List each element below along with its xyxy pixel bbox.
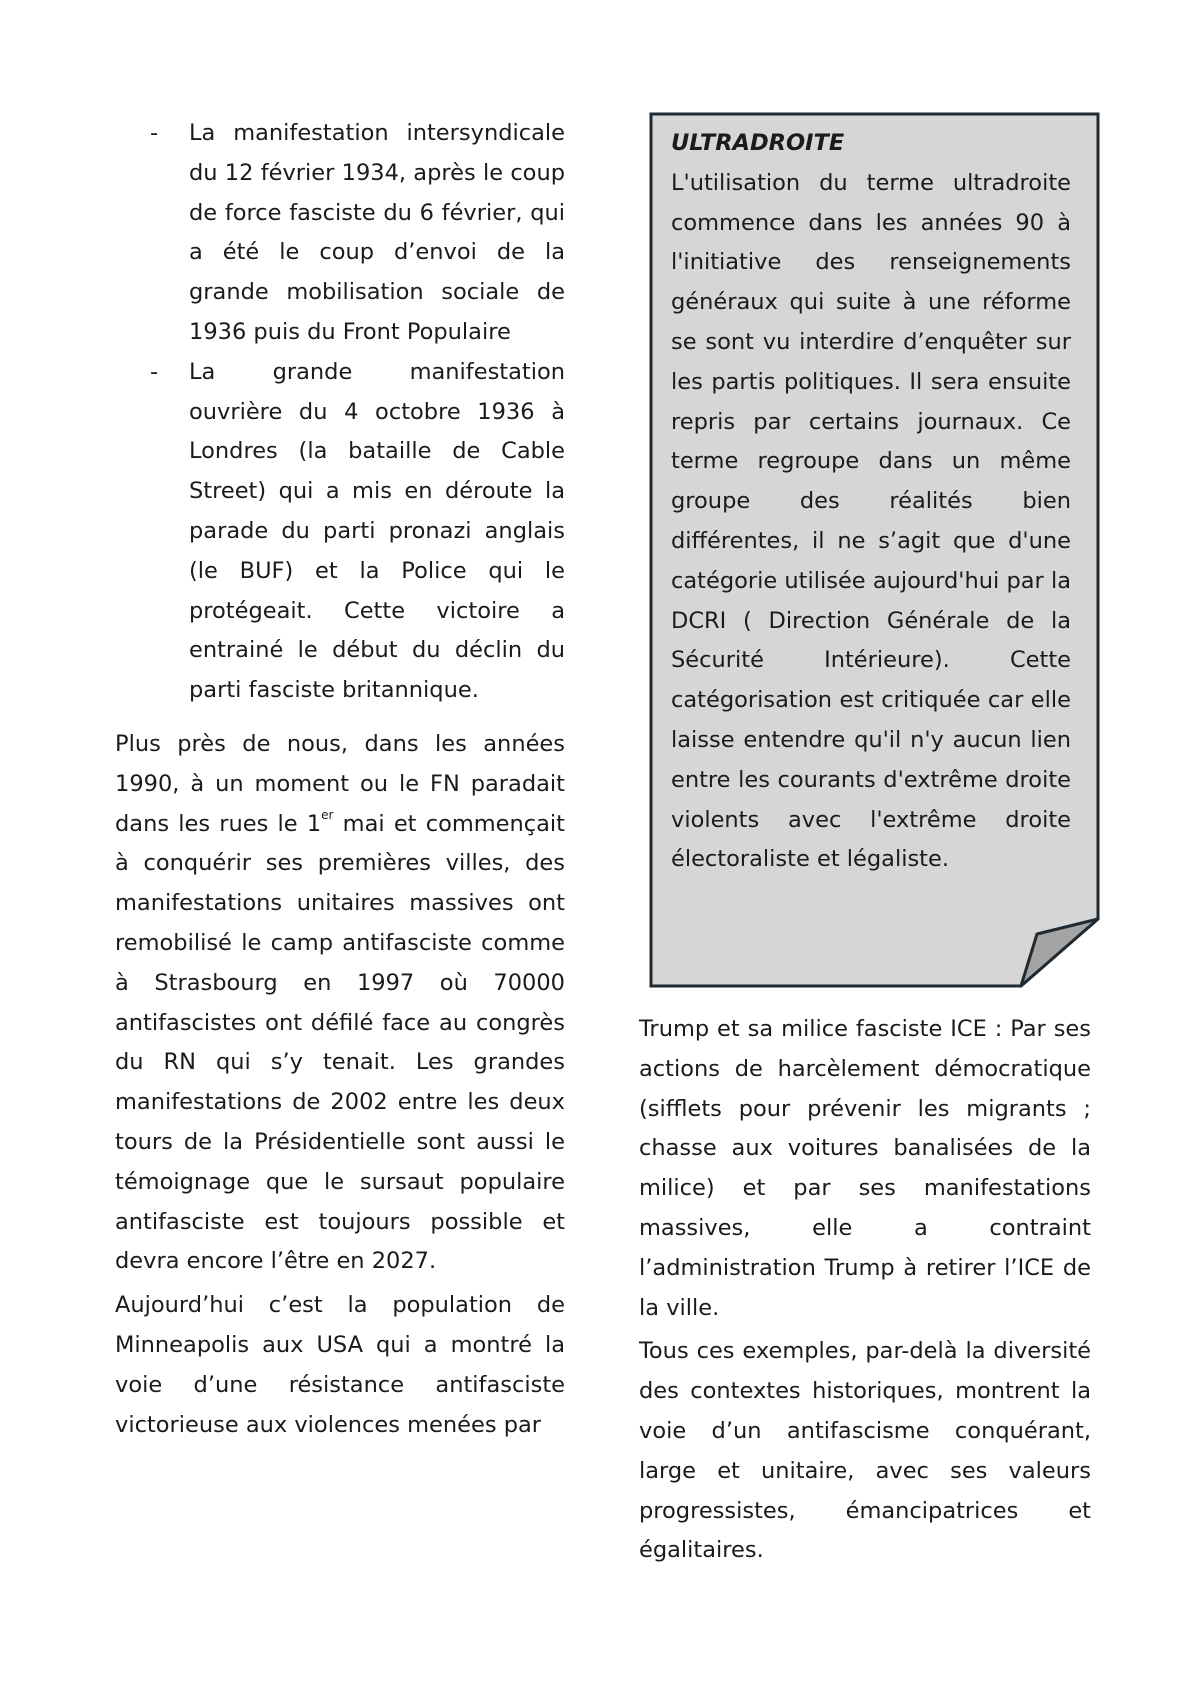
- dash-bullet: -: [150, 120, 159, 146]
- paragraph-trump-ice: Trump et sa milice fasciste ICE : Par ses actions de harcèlement démocratique (sifflets pour prévenir les migrants ; chasse aux voitures banalisées de la milice) et par ses manifestations massives, elle a contraint l’administration Trump à retirer l’ICE de la ville.: [639, 1016, 1091, 1321]
- paragraph-conclusion: Tous ces exemples, par-delà la diversité des contextes historiques, montrent la voie d’un antifascisme conquérant, large et unitaire, avec ses valeurs progressistes, émancipatrices et égalitaires.: [639, 1338, 1091, 1564]
- paragraph-minneapolis: Aujourd’hui c’est la population de Minneapolis aux USA qui a montré la voie d’une résistance antifasciste victorieuse aux violences menées par: [115, 1292, 565, 1438]
- list-item-text: La grande manifestation ouvrière du 4 octobre 1936 à Londres (la bataille de Cable Street) qui a mis en déroute la parade du parti pronazi anglais (le BUF) et la Police qui le protégeait. Cette victoire a entrainé le début du déclin du parti fasciste britannique.: [189, 358, 565, 704]
- paragraph-text-start: Plus près de nous, dans les années 1990, à un moment ou le FN paradait dans les rues le 1: [115, 730, 565, 837]
- dash-bullet: -: [150, 358, 159, 385]
- ordinal-superscript: er: [321, 807, 334, 822]
- ultradroite-sidebar-note: [649, 112, 1101, 988]
- paragraph-text-end: mai et commençait à conquérir ses premières villes, des manifestations unitaires massives ont remobilisé le camp antifasciste comme à Strasbourg en 1997 où 70000 antifascistes ont défilé face au congrès du RN qui s’y tenait. Les grandes manifestations de 2002 entre les deux tours de la Présidentielle sont aussi le témoignage que le sursaut populaire antifasciste est toujours possible et devra encore l’être en 2027.: [115, 810, 566, 1275]
- paragraph-1990s: [115, 725, 565, 1282]
- list-item: [115, 114, 565, 353]
- note-content: [671, 124, 1071, 880]
- note-title: ULTRADROITE: [671, 130, 845, 156]
- note-body: L'utilisation du terme ultradroite commence dans les années 90 à l'initiative des renseignements généraux qui suite à une réforme se sont vu interdire d’enquêter sur les partis politiques. Il sera ensuite repris par certains journaux. Ce terme regroupe dans un même groupe des réalités bien différentes, il ne s’agit que d'une catégorie utilisée aujourd'hui par la DCRI ( Direction Générale de la Sécurité Intérieure). Cette catégorisation est critiquée car elle laisse entendre qu'il n'y aucun lien entre les courants d'extrême droite violents avec l'extrême droite électoraliste et légaliste.: [671, 169, 1071, 873]
- right-column: [639, 1010, 1091, 1575]
- list-item-text: La manifestation intersyndicale du 12 février 1934, après le coup de force fasciste du 6 février, qui a été le coup d’envoi de la grande mobilisation sociale de 1936 puis du Front Populaire: [189, 120, 565, 345]
- list-item: [115, 353, 565, 711]
- left-column: [115, 114, 565, 1449]
- historical-examples-list: [115, 114, 565, 711]
